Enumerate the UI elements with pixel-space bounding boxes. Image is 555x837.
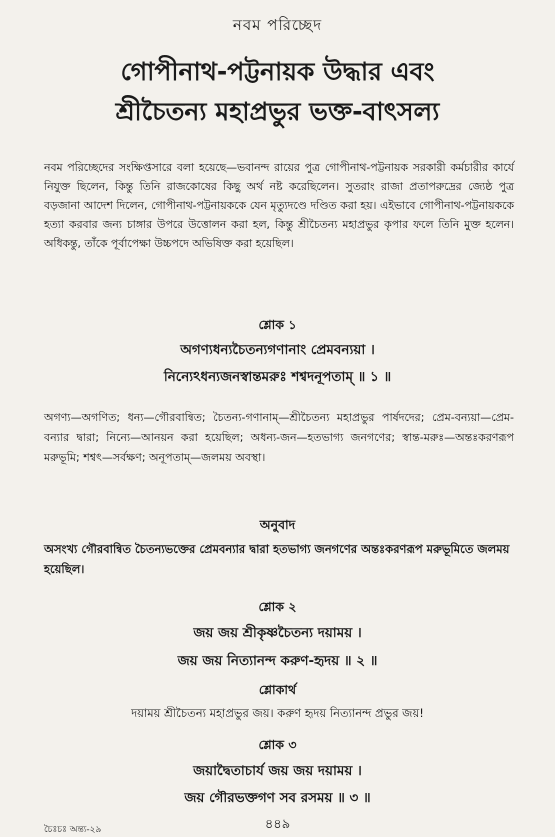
page-title-line-1: গোপীনাথ-পট্টনায়ক উদ্ধার এবং [120,57,435,86]
footer-reference: চৈঃচঃ অন্ত্য-২৯ [44,825,102,835]
chapter-label: নবম পরিচ্ছেদ [232,16,323,34]
verse-3-line-2: জয় গৌরভক্তগণ সব রসময় ॥ ৩ ॥ [184,790,371,806]
page-title-line-2: শ্রীচৈতন্য মহাপ্রভুর ভক্ত-বাৎসল্য [115,97,440,126]
verse-1-heading: শ্লোক ১ [258,317,297,332]
chapter-summary [44,158,514,253]
summary-paragraph: নবম পরিচ্ছেদের সংক্ষিপ্তসারে বলা হয়েছে—ভবানন্দ রায়ের পুত্র গোপীনাথ-পট্টনায়ক সরকারী কর্মচারীর কার্যে নিযুক্ত ছিলেন, কিন্তু তিনি রাজকোষের কিছু অর্থ নষ্ট করেছিলেন। সুতরাং রাজা প্রতাপরুদ্রের জ্যেষ্ঠ পুত্র বড়জানা আদেশ দিলেন, গোপীনাথ-পট্টনায়ককে যেন মৃত্যুদণ্ডে দণ্ডিত করা হয়। এইভাবে গোপীনাথ-পট্টনায়ককে হত্যা করবার জন্য চাঙ্গার উপরে উত্তোলন করা হল, কিন্তু শ্রীচৈতন্য মহাপ্রভুর কৃপার ফলে তিনি মুক্ত হলেন। অধিকন্তু, তাঁকে পূর্বাপেক্ষা উচ্চপদে অভিষিক্ত করা হয়েছিল। [44,161,514,250]
word-meanings: অগণ্য—অগণিত; ধন্য—গৌরবান্বিত; চৈতন্য-গণানাম্‌—শ্রীচৈতন্য মহাপ্রভুর পার্ষদদের; প্রেম-বন্যয়া—প্রেম-বন্যার দ্বারা; নিন্যে—আনয়ন করা হয়েছিল; অধন্য-জন—হতভাগ্য জনগণের; স্বান্ত-মরুঃ—অন্তঃকরণরূপ মরুভূমি; শশ্বৎ—সর্বক্ষণ; অনূপতাম্‌—জলময় অবস্থা। [44,411,514,464]
translation-text: অসংখ্য গৌরবান্বিত চৈতন্যভক্তের প্রেমবন্যার দ্বারা হতভাগ্য জনগণের অন্তঃকরণরূপ মরুভূমিতে জলময় হয়েছিল। [44,542,510,576]
verse-2-line-2: জয় জয় নিত্যানন্দ করুণ-হৃদয় ॥ ২ ॥ [177,653,378,669]
verse-2-meaning-heading: শ্লোকার্থ [258,682,297,697]
page-number: ৪৪৯ [264,817,291,832]
verse-1-line-1: অগণ্যধন্যচৈতন্যগণানাং প্রেমবন্যয়া । [180,342,375,358]
verse-2-heading: শ্লোক ২ [258,599,297,614]
verse-3-heading: শ্লোক ৩ [258,737,297,752]
translation-heading: অনুবাদ [259,517,296,532]
verse-3-line-1: জয়াদ্বৈতাচার্য জয় জয় দয়াময় । [193,763,362,779]
verse-2-line-1: জয় জয় শ্রীকৃষ্ণচৈতন্য দয়াময় । [193,625,362,641]
verse-1-line-2: নিন্যেঽধন্যজনস্বান্তমরুঃ শশ্বদনূপতাম্‌ ॥ ১ ॥ [163,369,392,385]
verse-2-meaning: দয়াময় শ্রীচৈতন্য মহাপ্রভুর জয়। করুণ হৃদয় নিত্যানন্দ প্রভুর জয়! [131,706,424,720]
